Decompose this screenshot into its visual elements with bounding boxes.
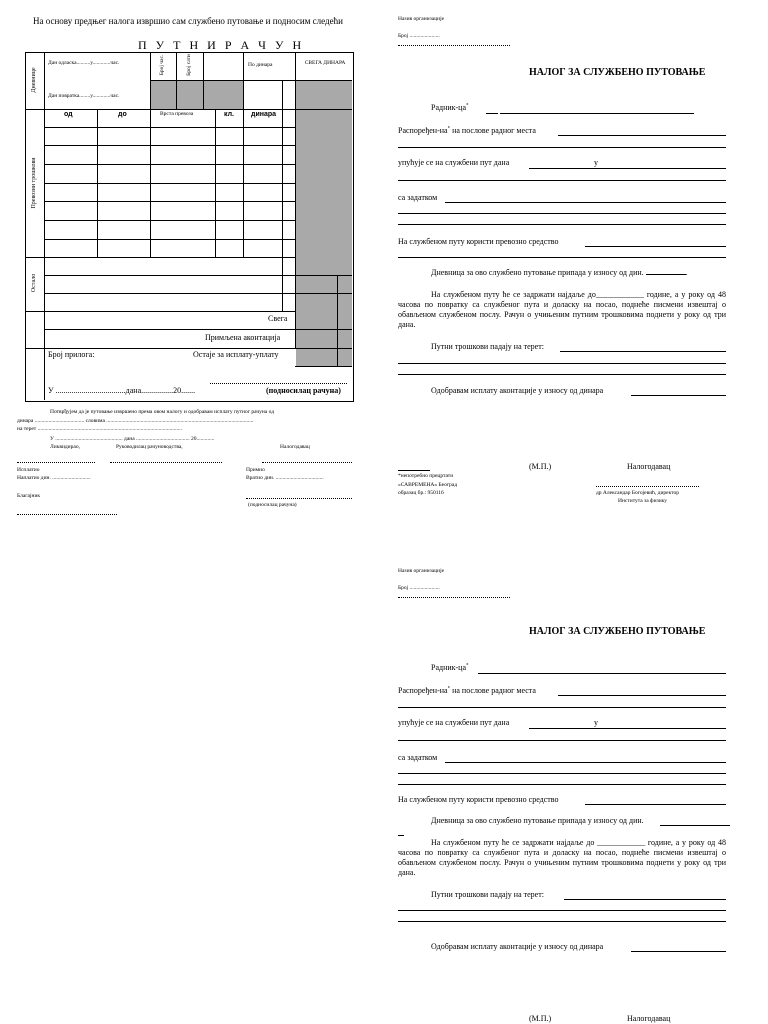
per-diem-label-1: Дневница за ово службено путовање припада у износу од дин. . (431, 268, 688, 277)
svega-dinara-label: СВЕГА ДИНАРА (304, 60, 346, 66)
number-2: Број ...................... (398, 585, 440, 591)
publisher-1: «САВРЕМЕНА» Београд (398, 482, 458, 488)
total-label: Свега (268, 314, 288, 323)
col-class: кл. (224, 111, 234, 118)
sent-label-1: упућује се на службени пут дана (398, 158, 510, 167)
advance-label-2: Одобравам исплату аконтације у износу од динара (431, 942, 604, 951)
liquidator-label: Ликвидирао, (50, 444, 80, 450)
nalogodavac-1: Налогодавац (627, 462, 671, 471)
advance-label-1: Одобравам исплату аконтације у износу од динара (431, 386, 604, 395)
assigned-label-2: Распоређен-на* на послове радног места (398, 686, 536, 695)
amount-words: динара .................................... словима ........................................................................................................... (17, 418, 254, 424)
collected-label: Наплатио дин. ............................ (17, 475, 91, 481)
transport-label-1: На службеном путу користи превозно средство (398, 237, 559, 246)
stamp-2: (М.П.) (529, 1014, 552, 1023)
advance-received-label: Примљена аконтација (205, 333, 281, 342)
charge-to: на терет ......................................................................................................... (17, 426, 182, 432)
report-title: П У Т Н И Р А Ч У Н (138, 38, 305, 52)
broj-cas-label: Број час. (159, 54, 165, 76)
accounting-head-label: Руководилац рачуноводства, (116, 444, 183, 450)
col-to: до (118, 111, 127, 118)
col-dinara: динара (251, 111, 277, 118)
cashier-label: Благајник (17, 493, 41, 499)
order-title-2: НАЛОГ ЗА СЛУЖБЕНО ПУТОВАЊЕ (529, 626, 706, 637)
attachments-label: Број прилога: (48, 350, 95, 359)
director-name-1: др Александар Богојевић, директор (596, 490, 680, 496)
sent-label-2: упућује се на службени пут дана (398, 718, 510, 727)
remaining-label: Остаје за исплату-уплату (193, 350, 279, 359)
task-label-2: са задатком (398, 753, 438, 762)
stay-paragraph-1: На службеном путу ће се задржати најдаље до____________ године, а у року од 48 часова по повратку са службеног пута и доласку на посао, поднеће писмени извештај о обављеном службеном послу. Рачун о учињеним путним трошковима поднети у року од три дана. (398, 290, 726, 329)
return-day: Дан повратка........у.............час. (48, 93, 120, 99)
form-number-1: образац бр.: 950116 (398, 490, 444, 496)
submitter-label: (подносилац рачуна) (266, 386, 341, 395)
number-1: Број ...................... (398, 33, 440, 39)
org-name-2: Назив организације (398, 568, 445, 574)
side-label-ostalo: Остало (31, 273, 37, 293)
confirm-text: Потврђујем да је путовање извршено према овом налогу и одобравам исплату путног рачуна од (50, 409, 274, 415)
header-note: На основу предњег налога извршио сам службено путовање и подносим следећи (33, 16, 343, 26)
col-transport-type: Врста превоза (160, 111, 194, 117)
transport-label-2: На службеном путу користи превозно средство (398, 795, 559, 804)
assigned-label-1: Распоређен-на* на послове радног места (398, 126, 536, 135)
nalogodavac-left: Налогодавац (280, 444, 310, 450)
costs-label-2: Путни трошкови падају на терет: (431, 890, 544, 899)
worker-label-1: Радник-ца* (431, 103, 469, 112)
footnote-1: *непотребно прецртати (398, 473, 454, 479)
org-name-1: Назив организације (398, 16, 445, 22)
stay-paragraph-2: На службеном путу ће се задржати најдаље до ____________ године, а у року од 48 часова по повратку са службеног пута и доласку на посао, поднеће писмени извештај о обављеном службеном послу. Рачун о учињеним путним трошковима поднети у року од три дана. (398, 838, 726, 877)
submitter-label-2: (подносилац рачуна) (248, 502, 297, 508)
received-label: Примио (246, 467, 265, 473)
task-label-1: са задатком (398, 193, 438, 202)
departure-day: Дан одласка..........у.............час. (48, 60, 120, 66)
col-from: од (64, 111, 73, 118)
stamp-1: (М.П.) (529, 462, 552, 471)
side-label-dnevnice: Дневнице (31, 67, 37, 93)
returned-label: Вратио дин. ................................... (246, 475, 324, 481)
worker-label-2: Радник-ца* (431, 663, 469, 672)
place-date-2: У ................................................. дана ....................................... 20............. (50, 436, 215, 442)
place-date-line: У ...................................дана................20....... (48, 386, 196, 395)
per-diem-label-2: Дневница за ово службено путовање припада у износу од дин. (431, 816, 644, 825)
costs-label-1: Путни трошкови падају на терет: (431, 342, 544, 351)
paid-label: Исплатио (17, 467, 40, 473)
side-label-prevozni: Превозни трошкови (31, 157, 37, 209)
institute-1: Института за физику (618, 498, 668, 504)
po-dinara-label: По динара (248, 62, 273, 68)
broj-sati-label: Број сати (186, 54, 192, 76)
order-title-1: НАЛОГ ЗА СЛУЖБЕНО ПУТОВАЊЕ (529, 67, 706, 78)
nalogodavac-2: Налогодавац (627, 1014, 671, 1023)
